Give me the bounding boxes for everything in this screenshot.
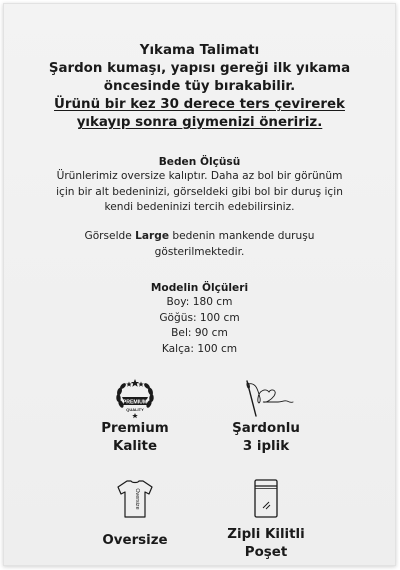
- oversize-label-1: Oversize: [102, 533, 168, 548]
- feature-thread: [191, 378, 341, 456]
- size-title: Beden Ölçüsü: [158, 156, 241, 168]
- oversize-tshirt-icon: [105, 478, 165, 520]
- model-chest: Göğüs: 100 cm: [159, 311, 240, 324]
- large-prefix: Görselde: [84, 230, 136, 242]
- wash-line-4: yıkayıp sonra giymenizi öneririz.: [76, 115, 323, 130]
- size-line-2: için bir alt bedeninizi, görseldeki gibi bol bir duruş için: [56, 185, 343, 198]
- premium-label-1: Premium: [101, 421, 169, 436]
- model-height: Boy: 180 cm: [166, 296, 233, 308]
- large-suffix: bedenin mankende duruşu: [169, 230, 315, 242]
- model-hip: Kalça: 100 cm: [161, 342, 238, 355]
- feature-oversize: [60, 478, 210, 550]
- badge-bottom-text: QUALITY: [126, 407, 144, 412]
- wash-line-1: Şardon kumaşı, yapısı gereği ilk yıkama: [48, 61, 351, 76]
- needle-thread-icon: [236, 378, 296, 420]
- premium-label-2: Kalite: [112, 439, 158, 454]
- large-word: Large: [135, 230, 170, 242]
- large-note-line-1: [4, 229, 395, 245]
- wash-instructions: [4, 42, 395, 132]
- size-info: [4, 155, 395, 216]
- model-title: Modelin Ölçüleri: [150, 282, 249, 294]
- wash-line-3: Ürünü bir kez 30 derece ters çevirerek: [54, 97, 345, 112]
- info-card: [3, 3, 396, 566]
- size-line-3: kendi bedeninizi tercih edebilirsiniz.: [104, 201, 295, 214]
- zip-label-1: Zipli Kilitli: [227, 527, 305, 542]
- thread-label-1: Şardonlu: [232, 421, 300, 436]
- premium-quality-badge-icon: [105, 378, 165, 420]
- zip-label-2: Poşet: [244, 545, 288, 560]
- feature-premium: [60, 378, 210, 456]
- wash-title: Yıkama Talimatı: [139, 43, 260, 58]
- model-waist: Bel: 90 cm: [171, 327, 228, 340]
- wash-line-2: öncesinde tüy bırakabilir.: [103, 79, 296, 94]
- large-note-line-2: gösterilmektedir.: [154, 245, 245, 258]
- large-note: [4, 229, 395, 260]
- model-measurements: [4, 281, 395, 357]
- shirt-text: Oversize: [134, 488, 140, 510]
- size-line-1: Ürünlerimiz oversize kalıptır. Daha az bol bir görünüm: [56, 170, 343, 182]
- zip-bag-icon: [236, 478, 296, 520]
- thread-label-2: 3 iplik: [242, 439, 290, 454]
- badge-top-text: PREMIUM: [122, 399, 148, 406]
- feature-zip-bag: [191, 478, 341, 562]
